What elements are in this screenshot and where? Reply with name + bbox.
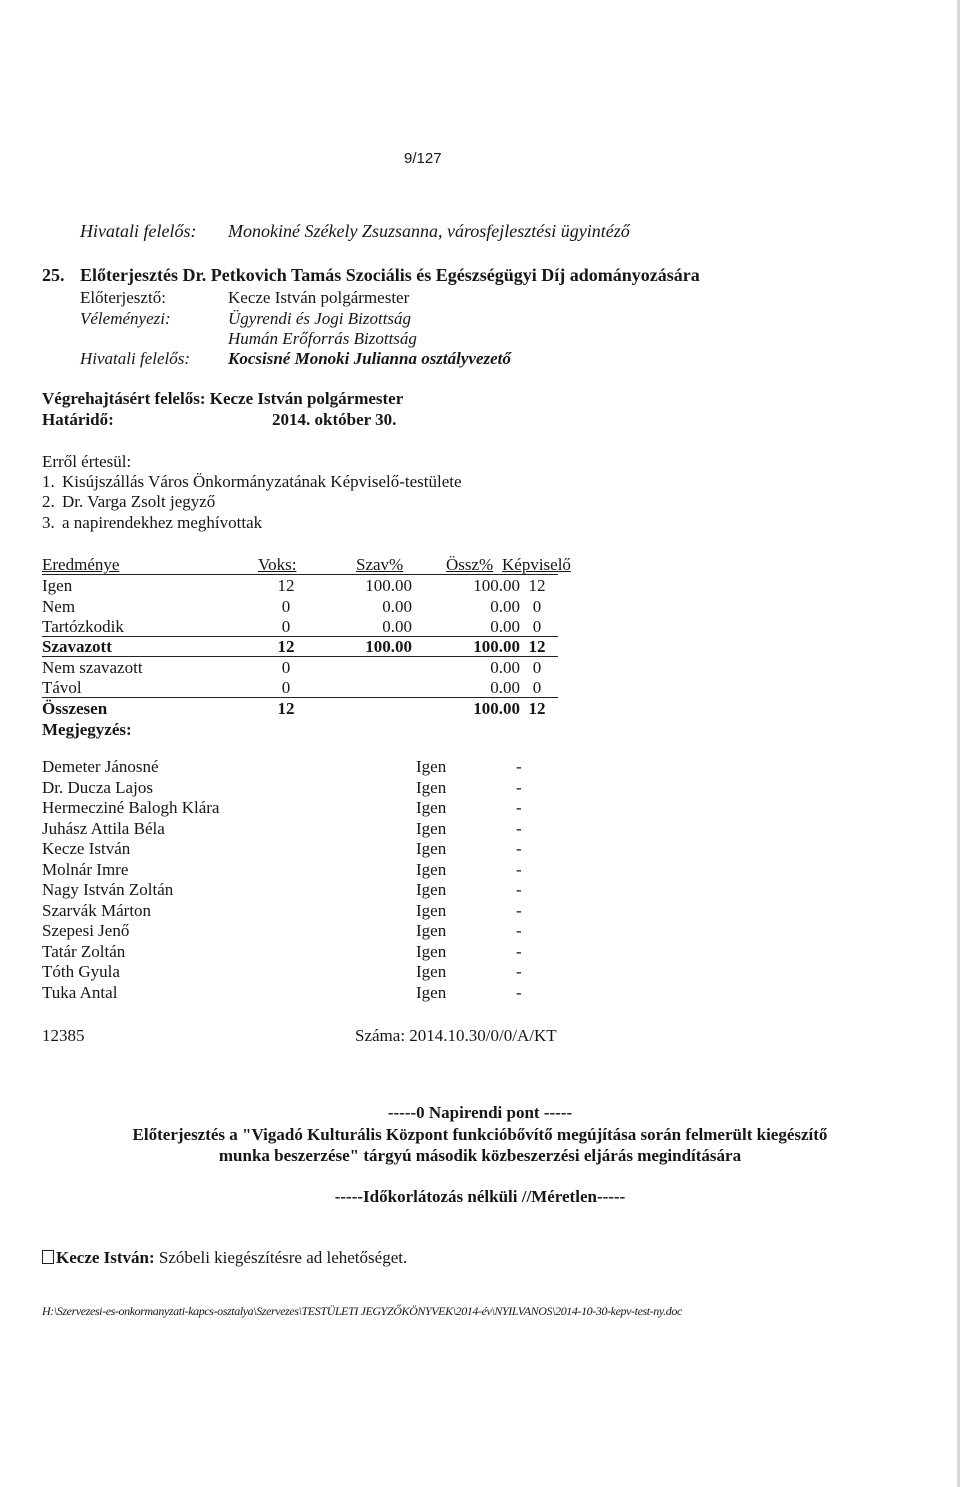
vote-list-item <box>42 798 542 819</box>
voter-vote: Igen <box>416 962 447 981</box>
vote-row-igen <box>42 576 562 597</box>
header-voks: Voks: <box>258 555 297 574</box>
voter-note: - <box>516 819 522 838</box>
agenda-timing: -----Időkorlátozás nélküli //Méretlen----- <box>334 1187 626 1206</box>
agenda-title-line2: munka beszerzése" tárgyú második közbeszerzési eljárás megindítására <box>218 1146 742 1165</box>
voter-note: - <box>516 921 522 940</box>
voter-note: - <box>516 962 522 981</box>
voter-vote: Igen <box>416 778 447 797</box>
voter-name: Tóth Gyula <box>42 962 120 981</box>
vote-list-item <box>42 839 542 860</box>
page-number: 9/127 <box>404 150 442 167</box>
notified-item: a napirendekhez meghívottak <box>62 513 263 532</box>
item-number: 25. <box>42 265 65 285</box>
voter-note: - <box>516 757 522 776</box>
vote-list-item <box>42 880 542 901</box>
vote-list-item <box>42 942 542 963</box>
voter-name: Dr. Ducza Lajos <box>42 778 153 797</box>
vote-list-item <box>42 860 542 881</box>
notified-number: 3. <box>42 513 55 532</box>
header-eredmenye: Eredménye <box>42 555 120 574</box>
prev-office-label: Hivatali felelős: <box>80 221 197 241</box>
notified-item: Dr. Varga Zsolt jegyző <box>62 492 216 511</box>
speaker-text: Szóbeli kiegészítésre ad lehetőséget. <box>158 1248 408 1267</box>
voter-name: Molnár Imre <box>42 860 129 879</box>
voter-name: Demeter Jánosné <box>42 757 159 776</box>
row-label: Nem szavazott <box>42 658 143 677</box>
vote-list-item <box>42 983 542 1004</box>
speaker-name: Kecze István: <box>56 1248 155 1267</box>
row-ossz: 0.00 <box>490 678 520 697</box>
vote-row-tavol <box>42 678 562 699</box>
voter-name: Hermecziné Balogh Klára <box>42 798 220 817</box>
vote-list-item <box>42 778 542 799</box>
voter-vote: Igen <box>416 757 447 776</box>
vote-row-tartozkodik <box>42 617 562 638</box>
vote-list-item <box>42 757 542 778</box>
office-label: Hivatali felelős: <box>80 349 191 368</box>
record-id: 12385 <box>42 1026 85 1045</box>
vote-row-nem-szavazott <box>42 658 562 679</box>
voter-name: Tatár Zoltán <box>42 942 126 961</box>
voter-vote: Igen <box>416 839 447 858</box>
notified-item: Kisújszállás Város Önkormányzatának Képviselő-testülete <box>62 472 462 491</box>
row-szav: 100.00 <box>365 637 412 656</box>
voter-note: - <box>516 860 522 879</box>
row-label: Összesen <box>42 699 108 718</box>
office-value: Kocsisné Monoki Julianna osztályvezető <box>228 349 511 368</box>
voter-name: Kecze István <box>42 839 131 858</box>
opinion-value-1: Ügyrendi és Jogi Bizottság <box>228 309 412 328</box>
voter-note: - <box>516 942 522 961</box>
vote-list-item <box>42 962 542 983</box>
row-kepviselo: 12 <box>528 637 546 656</box>
header-ossz: Össz% <box>446 555 494 574</box>
prev-office-value: Monokiné Székely Zsuzsanna, városfejlesztési ügyintéző <box>228 221 630 241</box>
voter-vote: Igen <box>416 983 447 1002</box>
header-kepviselo: Képviselő <box>502 555 571 574</box>
voter-note: - <box>516 778 522 797</box>
row-label: Nem <box>42 597 76 616</box>
row-kepviselo: 12 <box>528 576 546 595</box>
checkbox-icon <box>42 1250 54 1264</box>
row-label: Tartózkodik <box>42 617 124 636</box>
agenda-heading: -----0 Napirendi pont ----- <box>387 1103 573 1122</box>
record-number: Száma: 2014.10.30/0/0/A/KT <box>355 1026 557 1045</box>
opinion-label: Véleményezi: <box>80 309 171 328</box>
row-ossz: 100.00 <box>473 699 520 718</box>
row-kepviselo: 0 <box>532 658 542 677</box>
vote-list-item <box>42 819 542 840</box>
row-voks: 0 <box>281 597 291 616</box>
row-underline <box>42 697 558 698</box>
voter-name: Szarvák Márton <box>42 901 152 920</box>
voter-note: - <box>516 901 522 920</box>
voter-vote: Igen <box>416 921 447 940</box>
voter-note: - <box>516 880 522 899</box>
vote-table-header <box>42 555 571 576</box>
header-underline <box>42 574 558 575</box>
voter-vote: Igen <box>416 819 447 838</box>
row-szav: 0.00 <box>382 617 412 636</box>
deadline-label: Határidő: <box>42 410 114 429</box>
voter-vote: Igen <box>416 798 447 817</box>
voter-vote: Igen <box>416 942 447 961</box>
vote-row-osszesen <box>42 699 562 720</box>
row-voks: 0 <box>281 678 291 697</box>
deadline-value: 2014. október 30. <box>272 410 397 429</box>
agenda-title-line1: Előterjesztés a "Vigadó Kulturális Központ funkcióbővítő megújítása során felmerült kiegészítő <box>132 1125 828 1144</box>
header-szav: Szav% <box>356 555 404 574</box>
vote-row-nem <box>42 597 562 618</box>
row-ossz: 100.00 <box>473 637 520 656</box>
row-ossz: 0.00 <box>490 597 520 616</box>
voter-name: Szepesi Jenő <box>42 921 130 940</box>
voter-name: Juhász Attila Béla <box>42 819 165 838</box>
voter-note: - <box>516 798 522 817</box>
voter-name: Tuka Antal <box>42 983 118 1002</box>
presenter-label: Előterjesztő: <box>80 288 166 307</box>
row-kepviselo: 12 <box>528 699 546 718</box>
notified-number: 1. <box>42 472 55 491</box>
voter-vote: Igen <box>416 880 447 899</box>
voter-note: - <box>516 983 522 1002</box>
vote-list-item <box>42 921 542 942</box>
row-szav: 0.00 <box>382 597 412 616</box>
row-voks: 12 <box>277 637 295 656</box>
opinion-value-2: Humán Erőforrás Bizottság <box>228 329 417 348</box>
presenter-value: Kecze István polgármester <box>228 288 410 307</box>
row-voks: 0 <box>281 658 291 677</box>
row-voks: 12 <box>277 699 295 718</box>
vote-row-szavazott <box>42 637 562 658</box>
row-label: Igen <box>42 576 73 595</box>
notified-title: Erről értesül: <box>42 452 132 471</box>
row-underline <box>42 656 558 657</box>
item-title: Előterjesztés Dr. Petkovich Tamás Szociális és Egészségügyi Díj adományozására <box>80 265 700 285</box>
vote-list-item <box>42 901 542 922</box>
row-voks: 12 <box>277 576 295 595</box>
row-szav: 100.00 <box>365 576 412 595</box>
row-label: Távol <box>42 678 82 697</box>
row-ossz: 0.00 <box>490 617 520 636</box>
execution-responsible: Végrehajtásért felelős: Kecze István polgármester <box>42 389 404 408</box>
speaker-line <box>42 1248 407 1268</box>
row-kepviselo: 0 <box>532 617 542 636</box>
notified-number: 2. <box>42 492 55 511</box>
voter-vote: Igen <box>416 860 447 879</box>
remarks-label: Megjegyzés: <box>42 720 132 739</box>
row-kepviselo: 0 <box>532 678 542 697</box>
row-kepviselo: 0 <box>532 597 542 616</box>
row-ossz: 0.00 <box>490 658 520 677</box>
voter-vote: Igen <box>416 901 447 920</box>
voter-name: Nagy István Zoltán <box>42 880 174 899</box>
row-ossz: 100.00 <box>473 576 520 595</box>
footer-file-path: H:\Szervezesi-es-onkormanyzati-kapcs-osztalya\Szervezes\TESTÜLETI JEGYZŐKÖNYVEK\2014-év\NYILVANOS\2014-10-30-kepv-test-ny.doc <box>42 1304 682 1318</box>
row-voks: 0 <box>281 617 291 636</box>
row-label: Szavazott <box>42 637 112 656</box>
voter-note: - <box>516 839 522 858</box>
